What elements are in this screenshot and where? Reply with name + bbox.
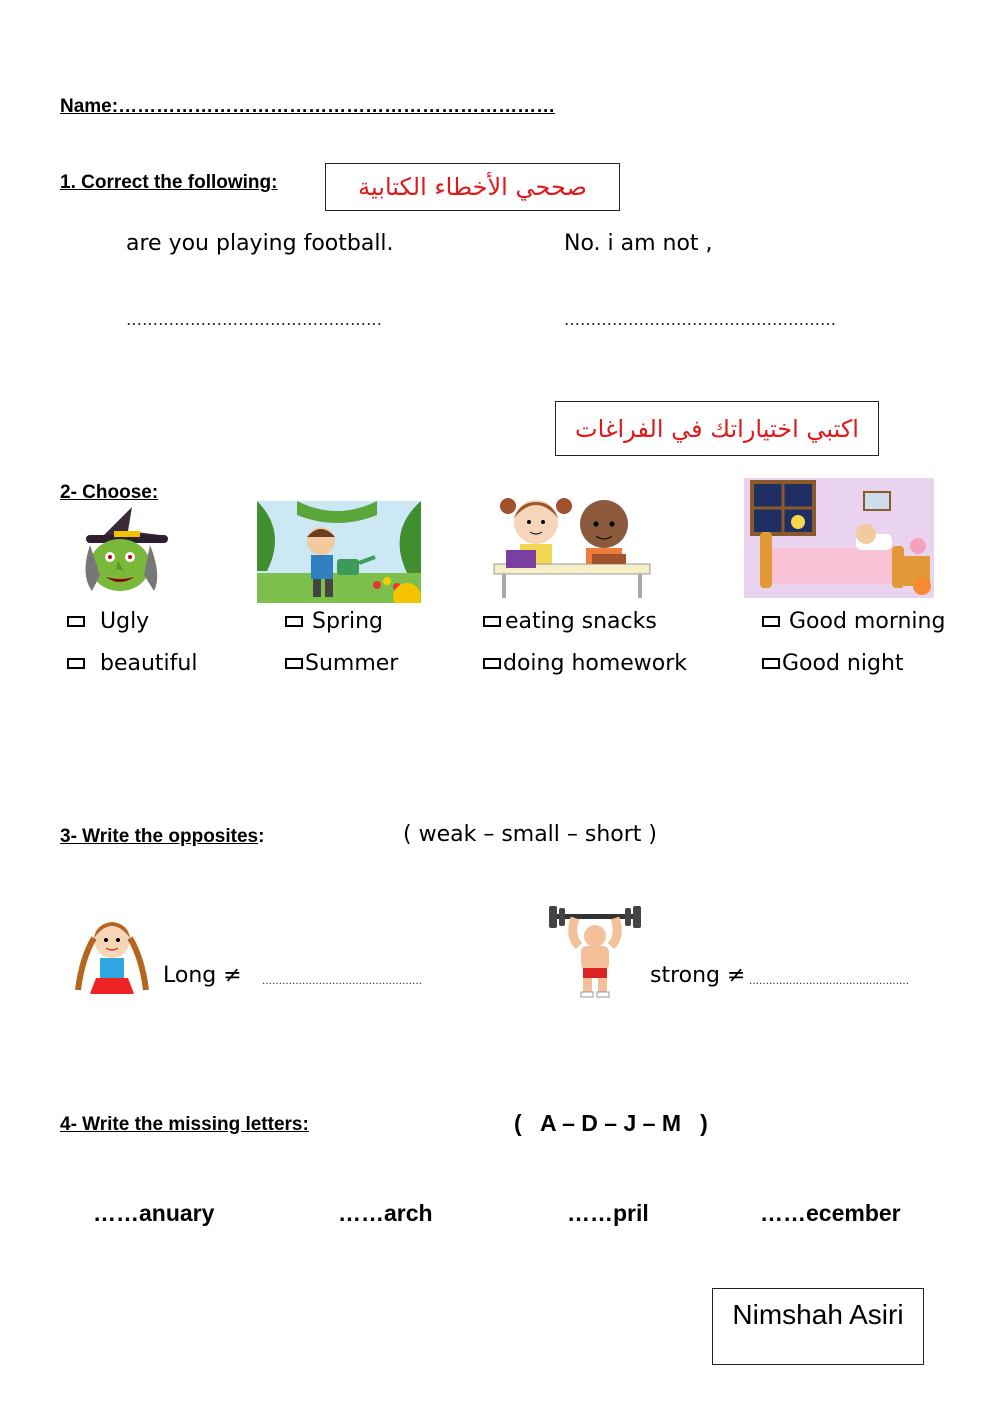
author-signature: Nimshah Asiri [712,1288,924,1365]
option-spring[interactable]: Spring [285,609,383,634]
name-field[interactable]: Name:…………………………………………………………… [60,96,556,117]
option-summer[interactable]: Summer [285,651,398,676]
kids-eating-snacks-icon [492,488,652,600]
checkbox-icon[interactable] [483,616,501,627]
section-2-heading: 2- Choose: [60,482,159,503]
girl-icon [72,914,152,996]
section-3-heading: 3- Write the opposites [60,826,259,847]
section-3-heading-wrap [60,826,264,848]
month-april[interactable]: ……pril [567,1200,649,1226]
option-beautiful[interactable]: beautiful [67,651,197,676]
month-december[interactable]: ……ecember [760,1200,901,1226]
option-doing-homework[interactable]: doing homework [483,651,687,676]
answer-line-2[interactable]: …………………………………………… [564,310,836,329]
checkbox-icon[interactable] [67,616,85,627]
option-ugly[interactable]: Ugly [67,609,149,634]
word-bank: ( weak – small – short ) [403,822,658,847]
checkbox-icon[interactable] [762,658,780,669]
month-january[interactable]: ……anuary [93,1200,215,1226]
opposite-answer-line-1[interactable]: ………………………………………… [262,976,422,987]
letter-bank: ( A – D – J – M ) [514,1110,708,1136]
witch-icon [70,505,174,597]
section-1-heading: 1. Correct the following: [60,172,278,193]
checkbox-icon[interactable] [483,658,501,669]
opposite-item-1: Long ≠ [163,963,242,988]
month-march[interactable]: ……arch [338,1200,433,1226]
arabic-instruction-1: صححي الأخطاء الكتابية [325,163,620,211]
opposite-answer-line-2[interactable]: ………………………………………… [749,976,909,987]
arabic-instruction-2: اكتبي اختياراتك في الفراغات [555,401,879,456]
opposite-item-2: strong ≠ [650,963,746,988]
option-good-night[interactable]: Good night [762,651,904,676]
section-4-heading: 4- Write the missing letters: [60,1114,309,1135]
option-eating-snacks[interactable]: eating snacks [483,609,657,634]
sentence-1: are you playing football. [126,231,394,256]
strongman-icon [545,906,645,998]
answer-line-1[interactable]: ………………………………………… [126,310,382,329]
sentence-2: No. i am not , [564,231,713,256]
checkbox-icon[interactable] [762,616,780,627]
checkbox-icon[interactable] [67,658,85,669]
heading-colon: : [258,826,265,847]
checkbox-icon[interactable] [285,616,303,627]
option-good-morning[interactable]: Good morning [762,609,945,634]
boy-watering-garden-icon [257,501,421,603]
child-sleeping-in-bed-icon [744,478,934,598]
checkbox-icon[interactable] [285,658,303,669]
